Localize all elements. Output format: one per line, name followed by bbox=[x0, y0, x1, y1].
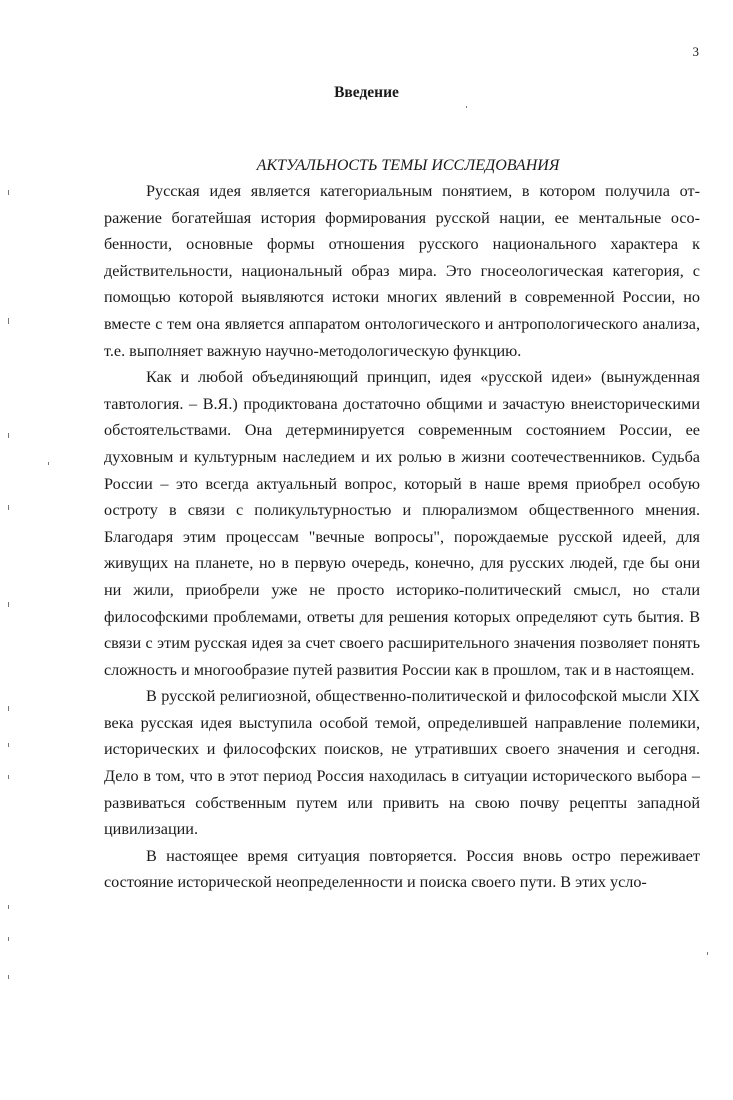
page-number: 3 bbox=[692, 44, 699, 59]
scan-mark bbox=[8, 318, 9, 324]
scan-mark bbox=[466, 106, 467, 108]
scan-mark bbox=[8, 937, 9, 941]
scan-mark bbox=[707, 952, 708, 955]
paragraph-3: В русской религиозной, общественно-политической и философской мысли XIX века русская идея выступила особой темой, определившей направление полемики, исторических и философских поисков, не утративших своего значения и сегодня. Дело в том, что в этот период Россия находилась в ситуации исторического выбора – развиваться собственным путем или привить на свою почву рецепты западной цивилизации. bbox=[104, 687, 700, 839]
scan-mark bbox=[8, 775, 9, 779]
scan-mark bbox=[8, 433, 9, 438]
scan-mark bbox=[8, 975, 9, 979]
scan-mark bbox=[8, 743, 9, 747]
paragraph-2: Как и любой объединяющий принцип, идея «русской идеи» (вынужденная тавтология. – В.Я.) продиктована достаточно общими и зачастую внеисторическими обстоятельствами. Она детерминируется современным состоянием России, ее духовным и культурным наследием и их ролью в жизни соотечественников. Судьба России – это всегда актуальный вопрос, который в наше время приобрел особую остроту в связи с поликультурностью и плюрализмом общественного мнения. Благодаря этим процессам "вечные вопросы", порождаемые русской идеей, для живущих на планете, но в первую очередь, конечно, для русских людей, где бы они ни жили, приобрели уже не просто историко-политический смысл, но стали философскими проблемами, ответы для решения которых определяют суть бытия. В связи с этим русская идея за счет своего расширительного значения позволяет понять сложность и многообразие путей развития России как в прошлом, так и в настоящем. bbox=[104, 368, 700, 679]
paragraph-4: В настоящее время ситуация повторяется. Россия вновь остро переживает состояние исторической неопределенности и поиска своего пути. В этих усло- bbox=[104, 846, 700, 892]
scan-mark bbox=[8, 602, 9, 607]
section-title: АКТУАЛЬНОСТЬ ТЕМЫ ИССЛЕДОВАНИЯ bbox=[256, 157, 560, 174]
scan-mark bbox=[8, 905, 9, 909]
scan-mark bbox=[8, 706, 9, 711]
scan-mark bbox=[48, 462, 49, 465]
scan-mark bbox=[8, 190, 9, 195]
page-heading: Введение bbox=[334, 84, 399, 101]
body-text bbox=[104, 154, 700, 896]
paragraph-1: Русская идея является категориальным понятием, в котором получила отражение богатейшая история формирования русской нации, ее ментальные особенности, основные формы отношения русского национального характера к действительности, национальный образ мира. Это гносеологическая категория, с помощью которой выявляются истоки многих явлений в современной России, но вместе с тем она является аппаратом онтологического и антропологического анализа, т.е. выполняет важную научно-методологическую функцию. bbox=[104, 182, 700, 360]
scan-mark bbox=[8, 505, 9, 510]
